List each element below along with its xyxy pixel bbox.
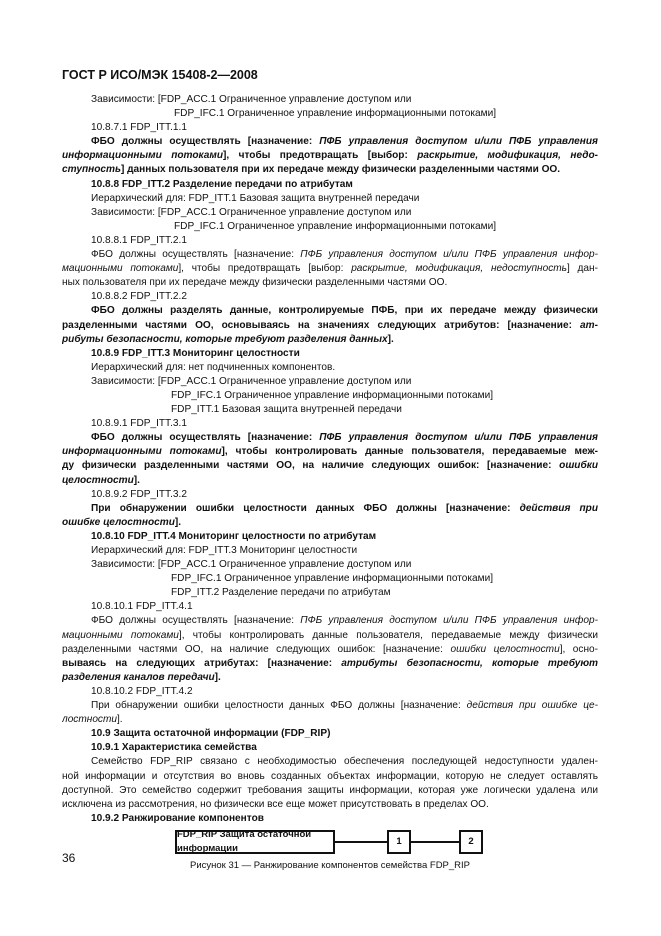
- element-id: 10.8.8.1 FDP_ITT.2.1: [91, 234, 187, 246]
- dependency-line: FDP_IFC.1 Ограниченное управление информационными потоками]: [171, 573, 494, 585]
- requirement-text: ошибке целостности].: [62, 516, 182, 528]
- element-id: 10.8.7.1 FDP_ITT.1.1: [91, 122, 187, 134]
- document-header: ГОСТ Р ИСО/МЭК 15408-2—2008: [62, 68, 258, 82]
- requirement-text: ФБО должны осуществлять [назначение: ПФБ управления доступом и/или ПФБ управления: [91, 432, 598, 444]
- dependency-line: FDP_IFC.1 Ограниченное управление информационными потоками]: [174, 220, 497, 232]
- dependencies-line: Зависимости: [FDP_ACC.1 Ограниченное управление доступом или: [91, 94, 412, 105]
- hierarchical-line: Иерархический для: нет подчиненных компонентов.: [91, 361, 336, 373]
- dependencies-line: Зависимости: [FDP_ACC.1 Ограниченное управление доступом или: [91, 559, 412, 571]
- family-box: FDP_RIP Защита остаточной информации: [175, 830, 335, 854]
- requirement-text: лостности].: [62, 714, 123, 726]
- requirement-text: ных пользователя при их передаче между физически разделенными частями ОО.: [62, 277, 448, 289]
- requirement-text: мационными потоками], чтобы контролировать данные пользователя, передаваемые между физически: [62, 629, 598, 641]
- requirement-text: информационными потоками], чтобы предотвращать [выбор: раскрытие, модификация, недо-: [62, 150, 598, 162]
- dependency-line: FDP_IFC.1 Ограниченное управление информационными потоками]: [171, 389, 494, 401]
- requirement-text: При обнаружении ошибки целостности данных ФБО должны [назначение: действия при: [91, 502, 598, 514]
- figure-caption: Рисунок 31 — Ранжирование компонентов семейства FDP_RIP: [189, 859, 471, 871]
- component-box-1: 1: [387, 830, 411, 854]
- requirement-text: разделения каналов передачи].: [62, 671, 221, 683]
- paragraph-text: ной информации и отсутствия во вновь созданных объектах информации, которую не следует оставлять: [62, 770, 598, 782]
- dependency-line: FDP_IFC.1 Ограниченное управление информационными потоками]: [174, 108, 497, 120]
- dependency-line: FDP_ITT.1 Базовая защита внутренней передачи: [171, 404, 402, 416]
- section-heading: 10.9 Защита остаточной информации (FDP_RIP): [91, 728, 331, 740]
- paragraph-text: Семейство FDP_RIP связано с необходимостью обеспечения последующей недоступности удален-: [91, 756, 598, 768]
- requirement-text: ФБО должны осуществлять [назначение: ПФБ управления доступом и/или ПФБ управления инфор-: [91, 615, 598, 627]
- element-id: 10.8.10.2 FDP_ITT.4.2: [91, 685, 193, 697]
- element-id: 10.8.8.2 FDP_ITT.2.2: [91, 291, 187, 303]
- element-id: 10.8.9.2 FDP_ITT.3.2: [91, 488, 187, 500]
- page-content: [62, 93, 598, 876]
- hierarchical-line: Иерархический для: FDP_ITT.1 Базовая защита внутренней передачи: [91, 192, 420, 204]
- connector-line: [335, 841, 387, 843]
- requirement-text: ФБО должны осуществлять [назначение: ПФБ управления доступом и/или ПФБ управления инфор-: [91, 249, 598, 261]
- requirement-text: ФБО должны разделять данные, контролируемые ПФБ, при их передаче между физически: [91, 305, 598, 317]
- component-box-2: 2: [459, 830, 483, 854]
- paragraph-text: доступной. Это семейство содержит требования защиты информации, которая уже логически удалена или: [62, 784, 598, 796]
- requirement-text: разделенными частями ОО, основываясь на значениях следующих атрибутов: [назначение: ат-: [62, 319, 598, 331]
- page-number: 36: [62, 851, 76, 865]
- section-heading: 10.8.8 FDP_ITT.2 Разделение передачи по атрибутам: [91, 178, 353, 190]
- requirement-text: разделенными частями ОО, на наличие следующих ошибок: [назначение: ошибки целостности], осно-: [62, 643, 598, 655]
- requirement-text: целостности].: [62, 474, 140, 486]
- requirement-text: рибуты безопасности, которые требуют разделения данных].: [62, 333, 394, 345]
- dependencies-line: Зависимости: [FDP_ACC.1 Ограниченное управление доступом или: [91, 375, 412, 387]
- element-id: 10.8.9.1 FDP_ITT.3.1: [91, 418, 187, 430]
- paragraph-text: исключена из рассмотрения, но физически все еще может присутствовать в пределах ОО.: [62, 798, 489, 810]
- requirement-text: При обнаружении ошибки целостности данных ФБО должны [назначение: действия при ошибке це-: [91, 700, 598, 712]
- section-heading: 10.9.1 Характеристика семейства: [91, 742, 257, 754]
- dependencies-line: Зависимости: [FDP_ACC.1 Ограниченное управление доступом или: [91, 206, 412, 218]
- section-heading: 10.8.9 FDP_ITT.3 Мониторинг целостности: [91, 347, 300, 359]
- hierarchical-line: Иерархический для: FDP_ITT.3 Мониторинг целостности: [91, 545, 358, 556]
- connector-line: [411, 841, 459, 843]
- element-id: 10.8.10.1 FDP_ITT.4.1: [91, 601, 193, 613]
- requirement-text: мационными потоками], чтобы предотвращать [выбор: раскрытие, модификация, недоступность] дан-: [62, 263, 598, 275]
- requirement-text: вываясь на следующих атрибутах: [назначение: атрибуты безопасности, которые требуют: [62, 657, 598, 669]
- section-heading: 10.9.2 Ранжирование компонентов: [91, 812, 264, 824]
- requirement-text: ФБО должны осуществлять [назначение: ПФБ управления доступом и/или ПФБ управления: [91, 136, 598, 148]
- requirement-text: информационными потоками], чтобы контролировать данные пользователя, передаваемые меж-: [62, 446, 598, 458]
- dependency-line: FDP_ITT.2 Разделение передачи по атрибутам: [171, 587, 391, 599]
- requirement-text: ступность] данных пользователя при их передаче между физически разделенными частями ОО.: [62, 164, 561, 176]
- section-heading: 10.8.10 FDP_ITT.4 Мониторинг целостности по атрибутам: [91, 530, 377, 542]
- requirement-text: ду физически разделенными частями ОО, на наличие следующих ошибок: [назначение: ошибки: [62, 460, 598, 472]
- component-levelling-figure: [62, 826, 598, 876]
